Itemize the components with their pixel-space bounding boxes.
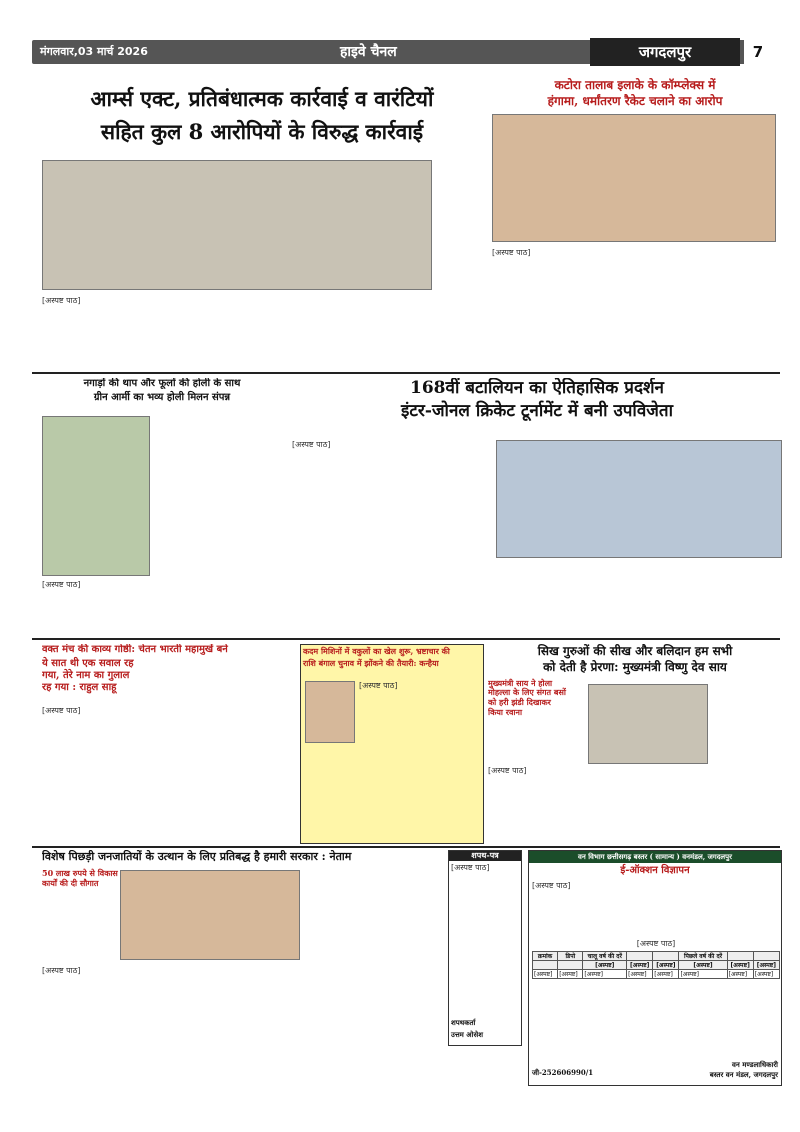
cricket-body-2 bbox=[496, 562, 782, 636]
tribal-sub-1: 50 लाख रुपये से विकास bbox=[42, 868, 118, 879]
congress-story bbox=[300, 644, 484, 844]
auction-col-header bbox=[727, 952, 753, 961]
auction-cell: [अस्पष्ट] bbox=[727, 970, 753, 979]
holi-headline-1: नगाड़ों की थाप और फूलों की होली के साथ bbox=[83, 378, 241, 389]
auction-cell: [अस्पष्ट] bbox=[583, 970, 627, 979]
auction-footer-right-1: वन मण्डलाधिकारी bbox=[731, 1060, 778, 1069]
holi-photo bbox=[42, 416, 150, 576]
tribal-photo bbox=[120, 870, 300, 960]
auction-body: [अस्पष्ट पाठ] bbox=[532, 881, 571, 890]
cricket-story bbox=[292, 378, 782, 438]
cricket-headline-2: इंटर-जोनल क्रिकेट टूर्नामेंट में बनी उपविजेता bbox=[401, 401, 673, 422]
masthead bbox=[0, 0, 800, 70]
tribal-body: [अस्पष्ट पाठ] bbox=[42, 966, 81, 975]
lead-headline-1: आर्म्स एक्ट, प्रतिबंधात्मक कार्रवाई व वारंटियों bbox=[90, 86, 434, 111]
holi-body: [अस्पष्ट पाठ] bbox=[42, 580, 81, 589]
auction-sub-header: [अस्पष्ट] bbox=[627, 961, 653, 970]
poetry-sub-3: रह गया : राहुल साहू bbox=[42, 682, 117, 693]
divider bbox=[32, 638, 780, 640]
complex-headline-2: हंगामा, धर्मांतरण रैकेट चलाने का आरोप bbox=[547, 94, 723, 109]
poetry-headline: वक्त मंच की काव्य गोष्ठी: चेतन भारती महामुखें बने bbox=[42, 644, 228, 655]
notice-footer-2: उत्तम ओसेश bbox=[451, 1030, 483, 1039]
poetry-sub-2: गया, तेरे नाम का गुलाल bbox=[42, 670, 130, 681]
holi-story bbox=[42, 378, 282, 418]
poetry-story bbox=[42, 644, 292, 704]
auction-col-header bbox=[753, 952, 779, 961]
sikh-sub-4: किया रवाना bbox=[488, 706, 523, 717]
auction-sub-header: [अस्पष्ट] bbox=[653, 961, 679, 970]
channel-name: हाइवे चैनल bbox=[340, 44, 397, 60]
sikh-sub-1: मुख्यमंत्री साय ने होला bbox=[488, 677, 553, 688]
poetry-body: [अस्पष्ट पाठ] bbox=[42, 706, 81, 715]
cricket-headline-1: 168वीं बटालियन का ऐतिहासिक प्रदर्शन bbox=[410, 378, 664, 398]
lead-body-side bbox=[436, 160, 488, 290]
sikh-story bbox=[488, 644, 782, 844]
auction-sub-header bbox=[558, 961, 583, 970]
auction-col-header: डिपो bbox=[558, 952, 583, 961]
issue-date: मंगलवार,03 मार्च 2026 bbox=[40, 45, 148, 58]
congress-headline-1: कदम मिशिनों में वकुलों का खेल शुरू, भ्रष्टाचार की bbox=[303, 646, 450, 656]
divider bbox=[32, 372, 780, 374]
auction-dept: वन विभाग छत्तीसगढ़ बस्तर ( सामान्य ) वनमंडल, जगदलपुर bbox=[529, 851, 781, 863]
page-number: 7 bbox=[744, 38, 772, 66]
sikh-sub-3: को हरी झंडी दिखाकर bbox=[488, 696, 551, 707]
auction-sub-header bbox=[533, 961, 558, 970]
sikh-photo bbox=[588, 684, 708, 764]
auction-col-header: चालू वर्ष की दरें bbox=[583, 952, 627, 961]
sikh-headline-2: को देती है प्रेरणा: मुख्यमंत्री विष्णु देव साय bbox=[543, 660, 727, 675]
sikh-sub-2: मोहल्ला के लिए संगत बसों bbox=[488, 687, 566, 698]
congress-photo bbox=[305, 681, 355, 743]
auction-col-header: क्रमांक bbox=[533, 952, 558, 961]
holi-body-right bbox=[156, 416, 284, 576]
lead-photo bbox=[42, 160, 432, 290]
name-notice bbox=[448, 850, 522, 1046]
auction-footer-right-2: बस्तर वन मंडल, जगदलपुर bbox=[709, 1070, 778, 1079]
congress-headline-2: राशि बंगाल चुनाव में झोंकने की तैयारी: कन्हैया bbox=[303, 657, 439, 668]
auction-cell: [अस्पष्ट] bbox=[558, 970, 583, 979]
auction-sub-header: [अस्पष्ट] bbox=[753, 961, 779, 970]
auction-cell: [अस्पष्ट] bbox=[753, 970, 779, 979]
complex-photo bbox=[492, 114, 776, 242]
holi-headline-2: ग्रीन आर्मी का भव्य होली मिलन संपन्न bbox=[93, 392, 231, 403]
auction-sub-header: [अस्पष्ट] bbox=[583, 961, 627, 970]
congress-body: [अस्पष्ट पाठ] bbox=[359, 681, 398, 690]
auction-table-caption: [अस्पष्ट पाठ] bbox=[636, 939, 676, 948]
auction-col-header bbox=[627, 952, 653, 961]
cricket-photo bbox=[496, 440, 782, 558]
complex-body: [अस्पष्ट पाठ] bbox=[492, 248, 531, 257]
poetry-sub-1: ये सात थी एक सवाल रह bbox=[42, 658, 134, 669]
auction-cell: [अस्पष्ट] bbox=[679, 970, 727, 979]
notice-title: शपथ-पत्र bbox=[449, 851, 521, 861]
auction-cell: [अस्पष्ट] bbox=[533, 970, 558, 979]
sikh-headline-1: सिख गुरुओं की सीख और बलिदान हम सभी bbox=[537, 644, 733, 658]
auction-footer-left: जी-252606990/1 bbox=[532, 1068, 594, 1077]
auction-sub-header: [अस्पष्ट] bbox=[679, 961, 727, 970]
divider bbox=[32, 846, 780, 848]
auction-title: ई-ऑक्शन विज्ञापन bbox=[620, 865, 690, 877]
cricket-body: [अस्पष्ट पाठ] bbox=[292, 440, 331, 449]
auction-sub-header: [अस्पष्ट] bbox=[727, 961, 753, 970]
notice-body: [अस्पष्ट पाठ] bbox=[451, 863, 490, 872]
notice-footer-1: शपथकर्ता bbox=[451, 1018, 476, 1027]
tribal-sub-2: कार्यों की दी सौगात bbox=[42, 877, 99, 888]
auction-notice bbox=[528, 850, 782, 1086]
auction-col-header bbox=[653, 952, 679, 961]
auction-table bbox=[532, 951, 780, 979]
lead-body: [अस्पष्ट पाठ] bbox=[42, 296, 81, 305]
lead-headline-2: सहित कुल 8 आरोपियों के विरुद्ध कार्रवाई bbox=[100, 119, 424, 145]
auction-cell: [अस्पष्ट] bbox=[627, 970, 653, 979]
sikh-body: [अस्पष्ट पाठ] bbox=[488, 766, 527, 775]
auction-col-header: पिछले वर्ष की दरें bbox=[679, 952, 727, 961]
auction-row bbox=[533, 970, 780, 979]
city-name: जगदलपुर bbox=[590, 38, 740, 66]
complex-headline-1: कटोरा तालाब इलाके के कॉम्प्लेक्स में bbox=[554, 78, 716, 92]
tribal-headline: विशेष पिछड़ी जनजातियों के उत्थान के लिए प्रतिबद्ध है हमारी सरकार : नेताम bbox=[42, 850, 352, 863]
auction-cell: [अस्पष्ट] bbox=[653, 970, 679, 979]
